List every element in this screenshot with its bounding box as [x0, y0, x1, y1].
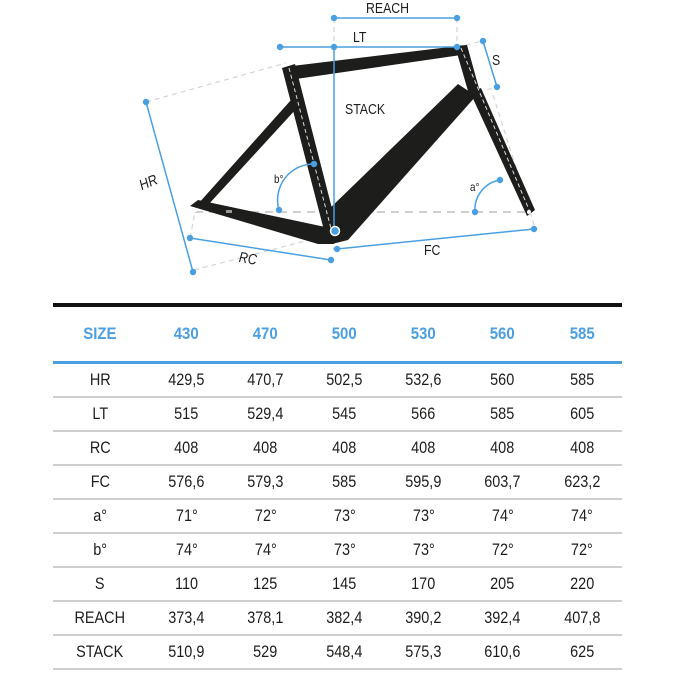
cell: 73° [305, 499, 384, 533]
cell: 74° [463, 499, 542, 533]
cell: 73° [305, 533, 384, 567]
cell: 72° [226, 499, 305, 533]
frame-geometry-diagram [0, 0, 685, 290]
bike-frame-icon [0, 0, 685, 290]
row-label: LT [53, 397, 147, 431]
cell: 429,5 [147, 363, 226, 398]
size-560-header: 560 [463, 305, 542, 363]
cell: 595,9 [384, 465, 463, 499]
cell: 205 [463, 567, 542, 601]
cell: 73° [384, 499, 463, 533]
cell: 220 [542, 567, 622, 601]
s-label: S [492, 52, 501, 69]
table-row-lt [53, 397, 622, 431]
cell: 125 [226, 567, 305, 601]
row-label: RC [53, 431, 147, 465]
row-label: S [53, 567, 147, 601]
cell: 548,4 [305, 635, 384, 669]
cell: 515 [147, 397, 226, 431]
cell: 603,7 [463, 465, 542, 499]
cell: 605 [542, 397, 622, 431]
cell: 408 [463, 431, 542, 465]
stack-label: STACK [345, 101, 386, 118]
cell: 73° [384, 533, 463, 567]
cell: 408 [384, 431, 463, 465]
table-row-fc [53, 465, 622, 499]
cell: 575,3 [384, 635, 463, 669]
cell: 610,6 [463, 635, 542, 669]
hr-label: HR [138, 171, 160, 195]
cell: 529 [226, 635, 305, 669]
table-row-b-angle [53, 533, 622, 567]
cell: 74° [226, 533, 305, 567]
cell: 74° [542, 499, 622, 533]
row-label: a° [53, 499, 147, 533]
size-470-header: 470 [226, 305, 305, 363]
size-585-header: 585 [542, 305, 622, 363]
cell: 110 [147, 567, 226, 601]
cell: 545 [305, 397, 384, 431]
cell: 72° [463, 533, 542, 567]
cell: 529,4 [226, 397, 305, 431]
geometry-table [53, 303, 622, 670]
cell: 510,9 [147, 635, 226, 669]
table-row-s [53, 567, 622, 601]
table-row-hr [53, 363, 622, 398]
size-500-header: 500 [305, 305, 384, 363]
cell: 560 [463, 363, 542, 398]
cell: 585 [305, 465, 384, 499]
cell: 625 [542, 635, 622, 669]
reach-label: REACH [366, 0, 410, 17]
b-angle-label: b° [274, 172, 284, 186]
cell: 74° [147, 533, 226, 567]
table-row-a-angle [53, 499, 622, 533]
row-label: b° [53, 533, 147, 567]
cell: 408 [226, 431, 305, 465]
row-label: REACH [53, 601, 147, 635]
size-header: SIZE [53, 305, 147, 363]
cell: 470,7 [226, 363, 305, 398]
cell: 579,3 [226, 465, 305, 499]
cell: 373,4 [147, 601, 226, 635]
cell: 408 [542, 431, 622, 465]
cell: 585 [463, 397, 542, 431]
cell: 623,2 [542, 465, 622, 499]
size-430-header: 430 [147, 305, 226, 363]
cell: 408 [305, 431, 384, 465]
cell: 382,4 [305, 601, 384, 635]
cell: 408 [147, 431, 226, 465]
fc-label: FC [424, 242, 441, 259]
table-row-reach [53, 601, 622, 635]
cell: 72° [542, 533, 622, 567]
lt-label: LT [353, 29, 367, 46]
cell: 585 [542, 363, 622, 398]
size-530-header: 530 [384, 305, 463, 363]
table-row-stack [53, 635, 622, 669]
row-label: STACK [53, 635, 147, 669]
table-header-row [53, 305, 622, 363]
table-row-rc [53, 431, 622, 465]
row-label: HR [53, 363, 147, 398]
cell: 170 [384, 567, 463, 601]
cell: 392,4 [463, 601, 542, 635]
cell: 71° [147, 499, 226, 533]
cell: 145 [305, 567, 384, 601]
a-angle-label: a° [470, 180, 480, 194]
cell: 390,2 [384, 601, 463, 635]
cell: 576,6 [147, 465, 226, 499]
rc-label: RC [238, 249, 258, 269]
cell: 407,8 [542, 601, 622, 635]
cell: 502,5 [305, 363, 384, 398]
cell: 532,6 [384, 363, 463, 398]
cell: 566 [384, 397, 463, 431]
cell: 378,1 [226, 601, 305, 635]
row-label: FC [53, 465, 147, 499]
